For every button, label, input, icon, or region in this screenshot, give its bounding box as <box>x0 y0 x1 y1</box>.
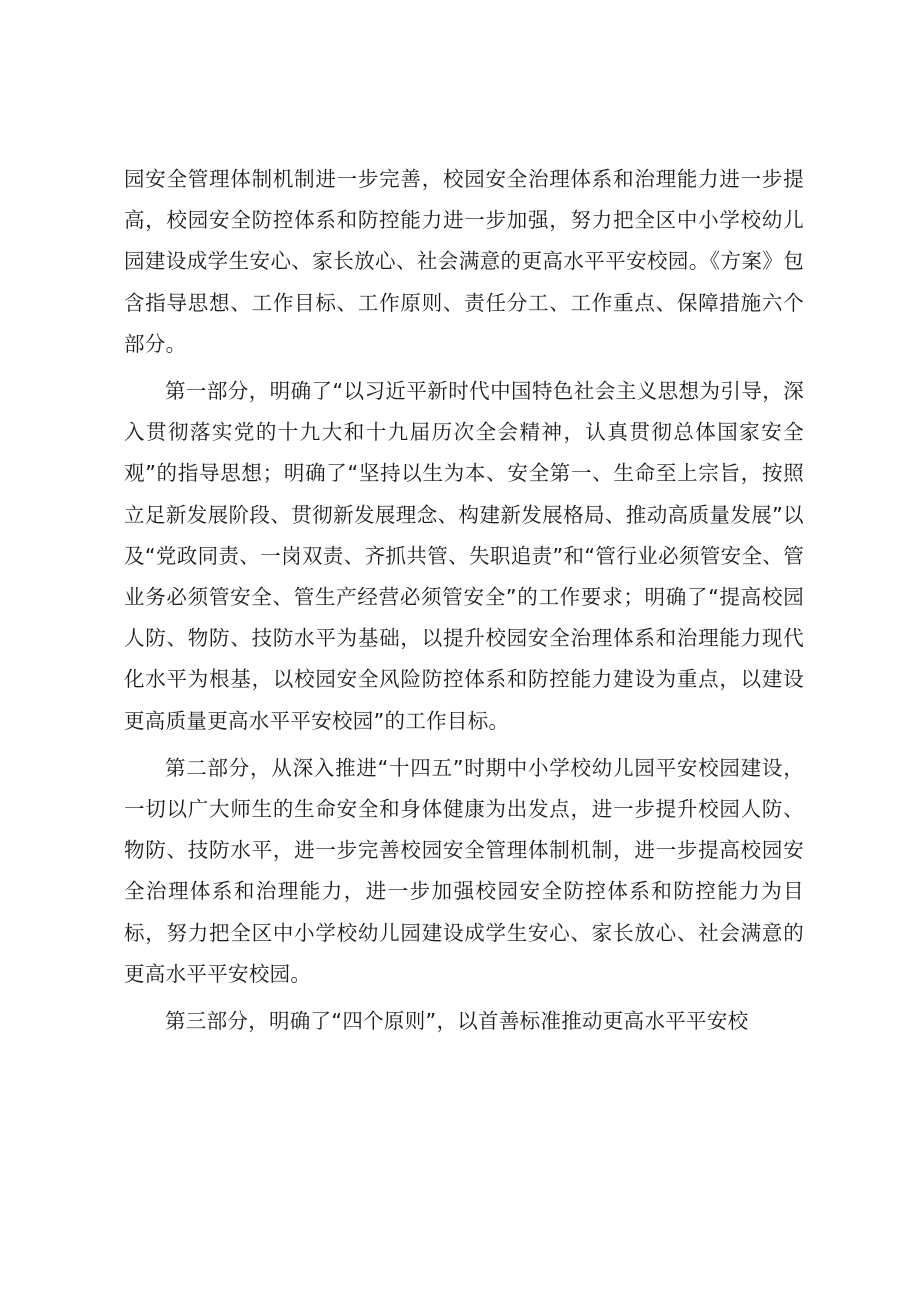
paragraph-part-two: 第二部分，从深入推进“十四五”时期中小学校幼儿园平安校园建设，一切以广大师生的生命安全和身体健康为出发点，进一步提升校园人防、物防、技防水平，进一步完善校园安全管理体制机制，进一步提高校园安全治理体系和治理能力，进一步加强校园安全防控体系和防控能力为目标，努力把全区中小学校幼儿园建设成学生安心、家长放心、社会满意的更高水平平安校园。 <box>124 755 804 986</box>
paragraph-continuation: 园安全管理体制机制进一步完善，校园安全治理体系和治理能力进一步提高，校园安全防控体系和防控能力进一步加强，努力把全区中小学校幼儿园建设成学生安心、家长放心、社会满意的更高水平平安校园。《方案》包含指导思想、工作目标、工作原则、责任分工、工作重点、保障措施六个部分。 <box>124 167 804 356</box>
paragraph-part-one: 第一部分，明确了“以习近平新时代中国特色社会主义思想为引导，深入贯彻落实党的十九大和十九届历次全会精神，认真贯彻总体国家安全观”的指导思想；明确了“坚持以生为本、安全第一、生命至上宗旨，按照立足新发展阶段、贯彻新发展理念、构建新发展格局、推动高质量发展”以及“党政同责、一岗双责、齐抓共管、失职追责”和“管行业必须管安全、管业务必须管安全、管生产经营必须管安全”的工作要求；明确了“提高校园人防、物防、技防水平为基础，以提升校园安全治理体系和治理能力现代化水平为根基，以校园安全风险防控体系和防控能力建设为重点，以建设更高质量更高水平平安校园”的工作目标。 <box>124 379 804 733</box>
paragraph-part-three: 第三部分，明确了“四个原则”，以首善标准推动更高水平平安校 <box>165 1009 749 1034</box>
document-body <box>124 159 804 1042</box>
